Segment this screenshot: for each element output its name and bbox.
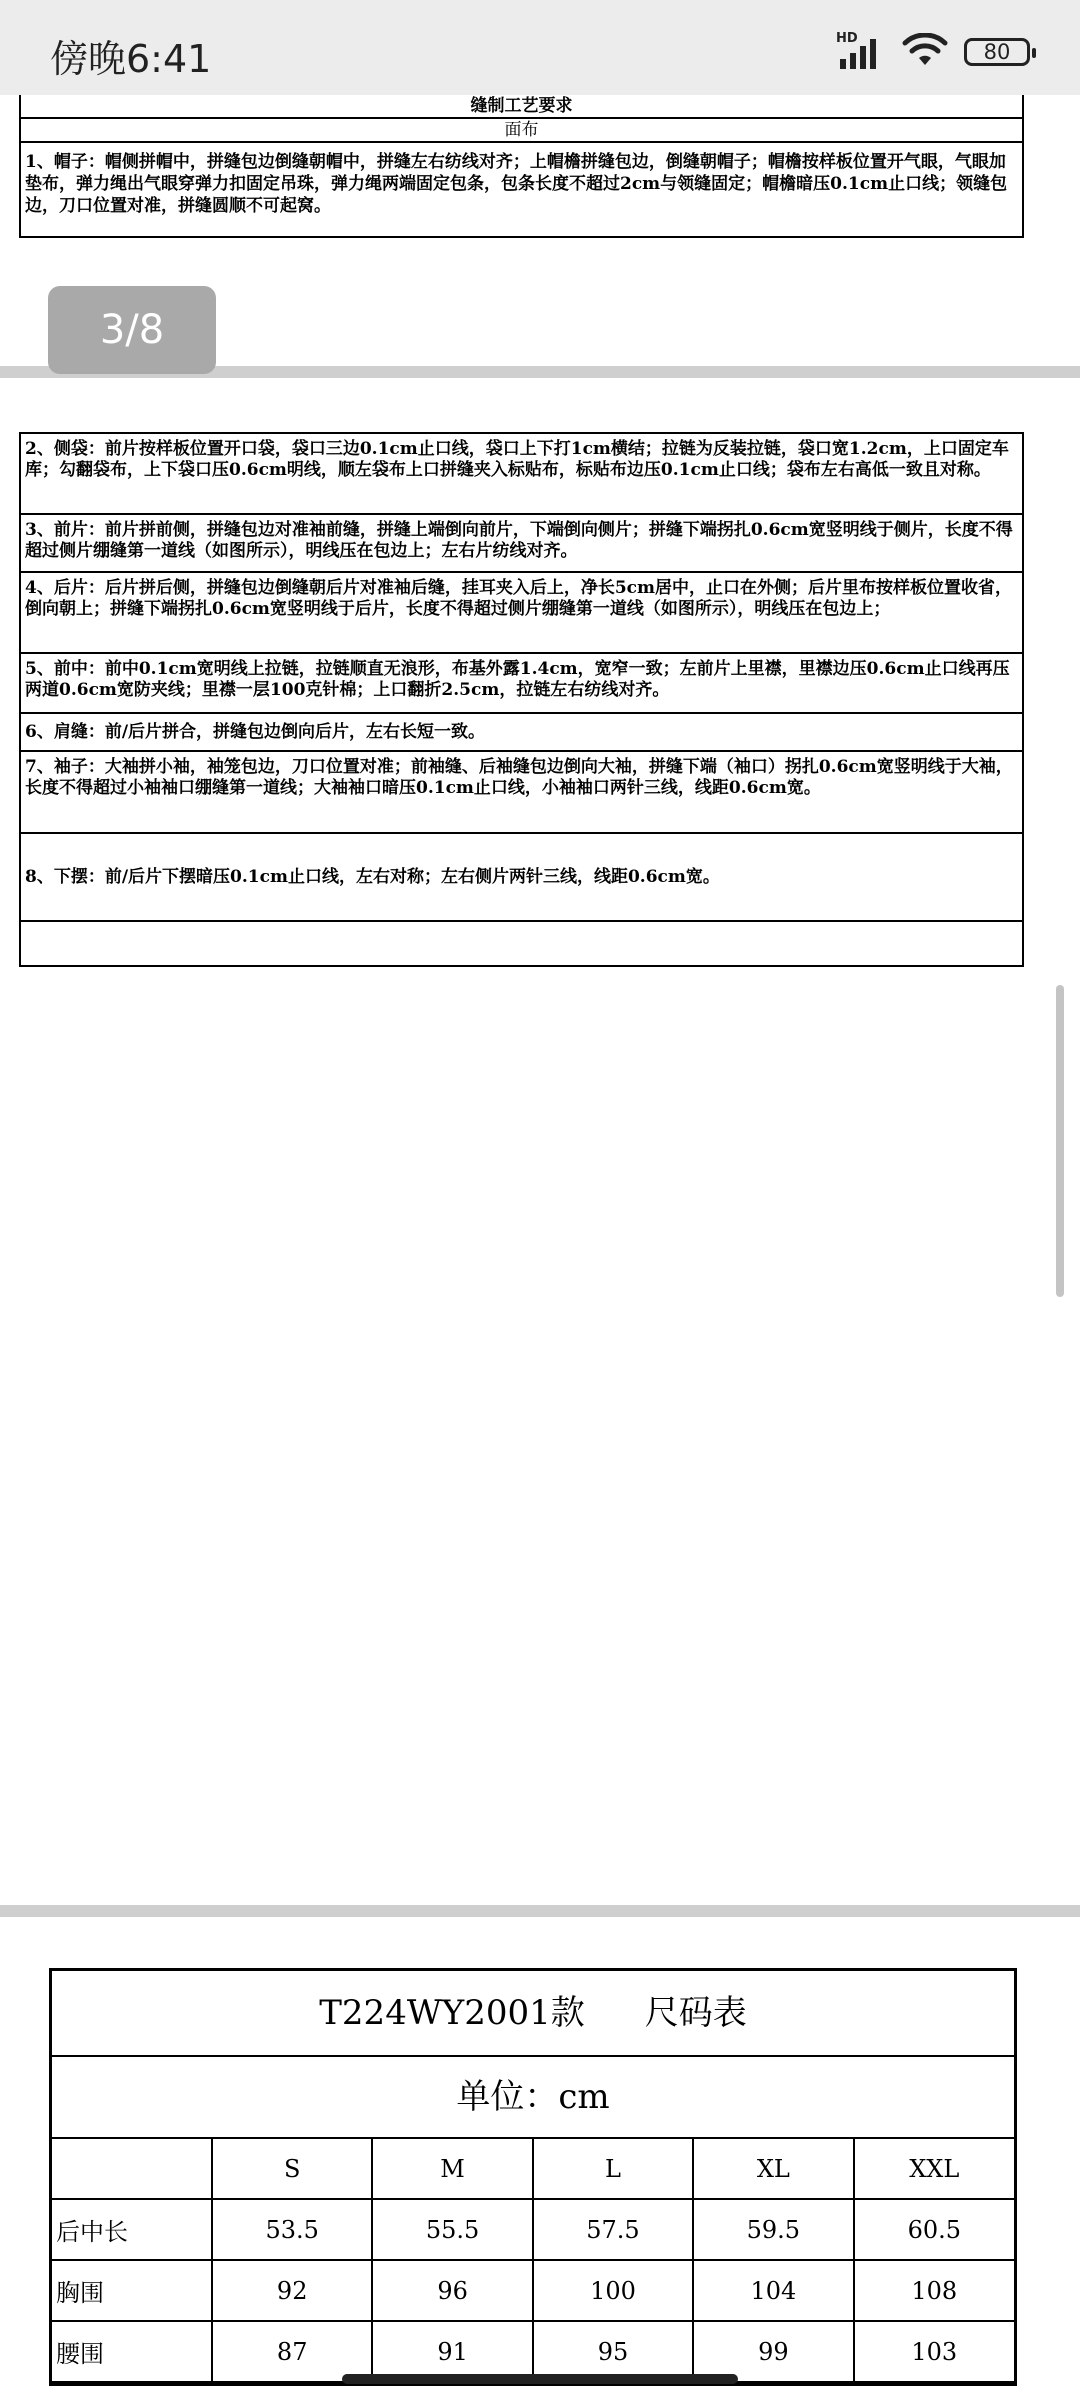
- table-subtitle: 面布: [21, 119, 1022, 143]
- requirement-item: 1、帽子：帽侧拼帽中，拼缝包边倒缝朝帽中，拼缝左右纺线对齐；上帽檐拼缝包边，倒缝朝帽子；帽檐按样板位置开气眼，气眼加垫布，弹力绳出气眼穿弹力扣固定吊珠，弹力绳两端固定包条，包条长度不超过2cm与领缝固定；帽檐暗压0.1cm止口线；领缝包边，刀口位置对准，拼缝圆顺不可起窝。: [25, 152, 1008, 216]
- table-row: [52, 2321, 1014, 2382]
- requirement-item: 4、后片：后片拼后侧，拼缝包边倒缝朝后片对准袖后缝，挂耳夹入后上，净长5cm居中，止口在外侧；后片里布按样板位置收省，倒向朝上；拼缝下端拐扎0.6cm宽竖明线于后片，长度不得超过侧片绷缝第一道线（如图所示），明线压在包边上；: [21, 573, 1022, 654]
- measurement-value: 99: [693, 2321, 853, 2382]
- empty-header-cell: [52, 2139, 212, 2199]
- page-separator: [0, 1905, 1080, 1917]
- measurement-label: 后中长: [52, 2199, 212, 2260]
- measurement-value: 55.5: [372, 2199, 532, 2260]
- size-header-row: [52, 2139, 1014, 2199]
- chart-name: 尺码表: [644, 1993, 747, 2033]
- size-header: M: [372, 2139, 532, 2199]
- status-time: 傍晚6:41: [50, 37, 212, 81]
- measurement-label: 腰围: [52, 2321, 212, 2382]
- status-icons: [836, 30, 1030, 74]
- empty-row: [21, 922, 1022, 965]
- measurement-value: 57.5: [533, 2199, 693, 2260]
- measurement-value: 100: [533, 2260, 693, 2321]
- requirement-item: 7、袖子：大袖拼小袖，袖笼包边，刀口位置对准；前袖缝、后袖缝包边倒向大袖，拼缝下端（袖口）拐扎0.6cm宽竖明线于大袖，长度不得超过小袖袖口绷缝第一道线；大袖袖口暗压0.1cm止口线，小袖袖口两针三线，线距0.6cm宽。: [21, 752, 1022, 834]
- cellular-signal-icon: [836, 31, 886, 69]
- requirement-item: 6、肩缝：前/后片拼合，拼缝包边倒向后片，左右长短一致。: [21, 714, 1022, 752]
- requirement-item: 2、侧袋：前片按样板位置开口袋，袋口三边0.1cm止口线，袋口上下打1cm横结；拉链为反装拉链，袋口宽1.2cm，上口固定车库；勾翻袋布，上下袋口压0.6cm明线，顺左袋布上口拼缝夹入标贴布，标贴布边压0.1cm止口线；袋布左右高低一致且对称。: [21, 434, 1022, 515]
- network-type-label: HD: [836, 31, 858, 46]
- unit-label: 单位：cm: [52, 2057, 1014, 2139]
- page-indicator: 3/8: [48, 286, 216, 374]
- measurement-value: 91: [372, 2321, 532, 2382]
- measurement-value: 59.5: [693, 2199, 853, 2260]
- measurement-value: 92: [212, 2260, 372, 2321]
- gesture-navigation-bar[interactable]: [342, 2374, 738, 2384]
- table-row: [52, 2199, 1014, 2260]
- measurement-value: 60.5: [854, 2199, 1014, 2260]
- measurement-value: 53.5: [212, 2199, 372, 2260]
- size-table: [52, 2139, 1014, 2383]
- measurement-label: 胸围: [52, 2260, 212, 2321]
- size-header: XL: [693, 2139, 853, 2199]
- measurement-value: 104: [693, 2260, 853, 2321]
- requirement-item: 3、前片：前片拼前侧，拼缝包边对准袖前缝，拼缝上端倒向前片，下端倒向侧片；拼缝下端拐扎0.6cm宽竖明线于侧片，长度不得超过侧片绷缝第一道线（如图所示），明线压在包边上；左右片纺线对齐。: [21, 515, 1022, 573]
- size-header: XXL: [854, 2139, 1014, 2199]
- measurement-value: 87: [212, 2321, 372, 2382]
- sewing-requirements-table: [19, 95, 1024, 238]
- requirement-item: 8、下摆：前/后片下摆暗压0.1cm止口线，左右对称；左右侧片两针三线，线距0.6cm宽。: [21, 834, 1022, 922]
- measurement-value: 103: [854, 2321, 1014, 2382]
- table-row: [52, 2260, 1014, 2321]
- size-header: S: [212, 2139, 372, 2199]
- size-chart: [49, 1968, 1017, 2386]
- scrollbar-thumb[interactable]: [1056, 985, 1064, 1297]
- size-chart-title: [52, 1971, 1014, 2057]
- measurement-value: 95: [533, 2321, 693, 2382]
- sewing-requirements-continued: [19, 432, 1024, 967]
- measurement-value: 108: [854, 2260, 1014, 2321]
- style-number: T224WY2001款: [319, 1993, 585, 2033]
- status-bar: [0, 0, 1080, 95]
- wifi-icon: [902, 33, 948, 71]
- battery-icon: 80: [964, 38, 1030, 66]
- size-header: L: [533, 2139, 693, 2199]
- requirement-item: 5、前中：前中0.1cm宽明线上拉链，拉链顺直无浪形，布基外露1.4cm，宽窄一致；左前片上里襟，里襟边压0.6cm止口线再压两道0.6cm宽防夹线；里襟一层100克针棉；上口翻折2.5cm，拉链左右纺线对齐。: [21, 654, 1022, 714]
- measurement-value: 96: [372, 2260, 532, 2321]
- table-title: 缝制工艺要求: [21, 95, 1022, 119]
